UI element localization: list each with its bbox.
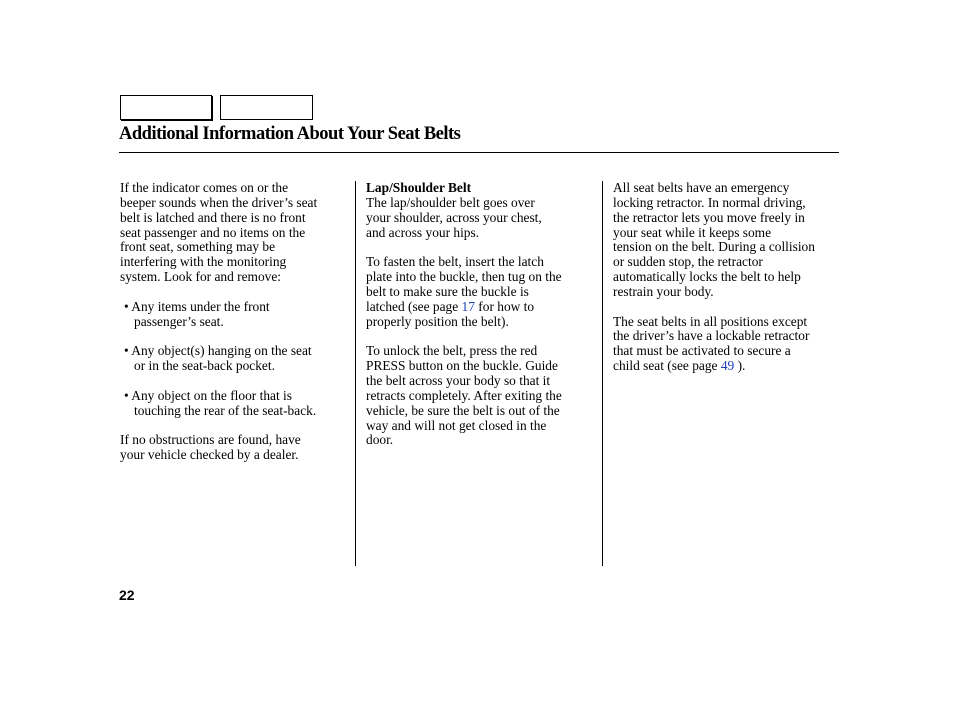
text-line bbox=[366, 300, 598, 315]
text-line: retracts completely. After exiting the bbox=[366, 387, 562, 403]
text-line: interfering with the monitoring bbox=[120, 254, 287, 270]
text-line: automatically locks the belt to help bbox=[613, 269, 801, 285]
column-right bbox=[613, 181, 845, 389]
text-line: tension on the belt. During a collision bbox=[613, 239, 815, 255]
column-divider bbox=[602, 181, 603, 566]
text-line: The seat belts in all positions except bbox=[613, 313, 808, 329]
text-line: plate into the buckle, then tug on the bbox=[366, 269, 562, 285]
text-line: • Any object on the floor that is bbox=[124, 387, 292, 403]
text-line: the driver’s have a lockable retractor bbox=[613, 328, 810, 344]
paragraph-indicator bbox=[120, 181, 352, 285]
text-line: seat passenger and no items on the bbox=[120, 224, 306, 240]
column-divider bbox=[355, 181, 356, 566]
text-line: To fasten the belt, insert the latch bbox=[366, 254, 544, 270]
main-menu-button[interactable] bbox=[120, 95, 212, 120]
page-number: 22 bbox=[119, 587, 135, 603]
text-line: door. bbox=[366, 432, 394, 448]
text-line: PRESS button on the buckle. Guide bbox=[366, 358, 558, 374]
text-line: • Any items under the front bbox=[124, 298, 270, 314]
text-line: belt to make sure the buckle is bbox=[366, 283, 529, 299]
text-line: • Any object(s) hanging on the seat bbox=[124, 343, 312, 359]
text-line: restrain your body. bbox=[613, 283, 714, 299]
text-line: your shoulder, across your chest, bbox=[366, 209, 542, 225]
text-line: the belt across your body so that it bbox=[366, 372, 551, 388]
text-line: If no obstructions are found, have bbox=[120, 432, 301, 448]
section-heading: Lap/Shoulder Belt bbox=[366, 180, 472, 195]
text-line: properly position the belt). bbox=[366, 313, 509, 329]
ref-text: latched (see page bbox=[366, 298, 462, 314]
text-line: or sudden stop, the retractor bbox=[613, 254, 763, 270]
text-line: system. Look for and remove: bbox=[120, 269, 282, 285]
text-line: belt is latched and there is no front bbox=[120, 209, 306, 225]
text-line: front seat, something may be bbox=[120, 239, 276, 255]
list-item bbox=[120, 389, 352, 419]
paragraph-dealer bbox=[120, 433, 352, 463]
text-line: way and will not get closed in the bbox=[366, 417, 547, 433]
paragraph-lockable bbox=[613, 315, 845, 374]
text-line: or in the seat-back pocket. bbox=[134, 358, 275, 374]
list-item bbox=[120, 300, 352, 330]
text-line: that must be activated to secure a bbox=[613, 343, 791, 359]
text-line: your vehicle checked by a dealer. bbox=[120, 447, 299, 463]
text-line: The lap/shoulder belt goes over bbox=[366, 194, 535, 210]
text-line bbox=[613, 359, 845, 374]
page-title: Additional Information About Your Seat Belts bbox=[119, 124, 461, 144]
paragraph-fasten bbox=[366, 255, 598, 329]
text-line: vehicle, be sure the belt is out of the bbox=[366, 402, 560, 418]
page-link-17[interactable]: 17 bbox=[461, 298, 475, 314]
text-line: the retractor lets you move freely in bbox=[613, 209, 805, 225]
column-left bbox=[120, 181, 352, 478]
text-line: To unlock the belt, press the red bbox=[366, 343, 538, 359]
ref-text: for how to bbox=[474, 298, 535, 314]
paragraph-unlock bbox=[366, 344, 598, 448]
list-item bbox=[120, 344, 352, 374]
text-line: and across your hips. bbox=[366, 224, 480, 240]
ref-text: ). bbox=[734, 358, 746, 374]
paragraph-retractor bbox=[613, 181, 845, 300]
index-button[interactable] bbox=[220, 95, 313, 120]
text-line: All seat belts have an emergency bbox=[613, 180, 790, 195]
ref-text: child seat (see page bbox=[613, 358, 721, 374]
column-middle bbox=[366, 181, 598, 463]
text-line: your seat while it keeps some bbox=[613, 224, 772, 240]
text-line: passenger’s seat. bbox=[134, 313, 224, 329]
text-line: If the indicator comes on or the bbox=[120, 180, 289, 195]
paragraph-lap-shoulder bbox=[366, 181, 598, 240]
text-line: touching the rear of the seat-back. bbox=[134, 402, 317, 418]
text-line: beeper sounds when the driver’s seat bbox=[120, 194, 318, 210]
title-rule bbox=[119, 152, 839, 153]
page-link-49[interactable]: 49 bbox=[720, 358, 735, 374]
text-line: locking retractor. In normal driving, bbox=[613, 194, 806, 210]
